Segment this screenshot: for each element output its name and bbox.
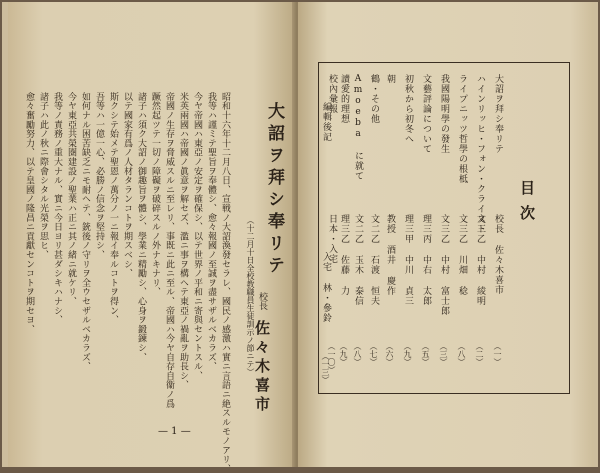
book-spread xyxy=(2,2,598,473)
author-label: 校長 xyxy=(257,292,267,310)
body-line: 我等ノ責務ノ重大ナル、實ニ今日ヨリ甚ダシキハナシ、 xyxy=(52,92,62,325)
toc-entry-page: （二） xyxy=(475,342,484,366)
body-line: 斯クシテ始メテ聖恩ノ萬分ノ一ニ報イ奉ルコトヲ得ン、 xyxy=(108,92,118,325)
toc-entry-author: 日本・入宅 xyxy=(327,214,337,264)
toc-entry-title: 校內彙報 xyxy=(327,74,337,114)
toc-heading: 目次 xyxy=(518,180,536,230)
toc-entry-title: ハインリッヒ・フォン・クライスト xyxy=(475,74,485,234)
body-line: 昭和十六年十二月八日、宣戦ノ大詔渙發セラレ、國民ノ感激ハ實ニ言語ニ絶スルモノアリ、 xyxy=(220,92,230,473)
author-name: 佐々木喜市 xyxy=(253,320,271,415)
body-line: 今ヤ東亞共榮圏建設ノ聖業ハ正ニ其ノ緒ニ就ケリ、 xyxy=(66,92,76,306)
toc-entry-author: 理三乙 佐藤 力 xyxy=(339,214,349,296)
toc-entry-title: Amoeba に就て xyxy=(353,74,363,181)
toc-entry-page: （九） xyxy=(339,342,348,366)
body-line: 今ヤ帝國ハ東亞ノ安定ヲ確保シ、以テ世界ノ平和ニ寄與セントスル、 xyxy=(192,92,202,381)
article-title: 大詔ヲ拜シ奉リテ xyxy=(264,102,284,278)
toc-entry-title: ライプニッツ哲學の根柢 xyxy=(457,74,467,184)
body-line: 帝國ノ生存ヲ脅威スルニ至レリ、事既ニ此ニ至ル、帝國ハ今ヤ自存自衞ノ爲 xyxy=(164,92,174,409)
body-line: 米英兩國ハ帝國ノ眞意ヲ解セズ、濫ニ事ヲ構ヘテ東亞ノ禍亂ヲ助長シ、 xyxy=(178,92,188,390)
toc-entry-author: 文二乙 玉木 泰信 xyxy=(353,214,363,306)
toc-entry-page: （七） xyxy=(369,342,378,366)
toc-entry-author: 理三甲 中川 貞三 xyxy=(403,214,413,306)
body-line: 諸子ハ此ノ秋ニ際會シタル光榮ヲ思ヒ、 xyxy=(38,92,48,260)
toc-entry-page: （九） xyxy=(403,342,412,366)
toc-entry-title: 朝 xyxy=(385,74,395,84)
body-line: 愈々奮勵努力、以テ皇國ノ隆昌ニ貢獻センコトヲ期セヨ、 xyxy=(24,92,34,334)
toc-entry-author: 校長 佐々木喜市 xyxy=(493,214,503,295)
body-line: 吾等ハ一億一心、必勝ノ信念ヲ堅持シ、 xyxy=(94,92,104,260)
article-subtitle: （十二月十日全校教職員生徒訓示ノ節ニテ） xyxy=(246,216,255,376)
toc-entry-title: 讀愛的理想 xyxy=(339,74,349,124)
toc-entry-author: 文三乙 中村 綾明 xyxy=(475,214,485,306)
toc-entry-author: 理三丙 中右 太郎 xyxy=(421,214,431,306)
toc-entry-page: （八） xyxy=(457,342,466,366)
body-line: 諸子ハ須ク大詔ノ御趣旨ヲ體シ、學業ニ精勵シ、心身ヲ鍛錬シ、 xyxy=(136,92,146,362)
toc-entry-title: 鶴・その他 xyxy=(369,74,379,124)
left-page xyxy=(8,2,297,473)
toc-entry-page: （一三） xyxy=(321,352,330,384)
toc-entry-title: 編輯後記 xyxy=(321,102,331,142)
toc-entry-author: 教授 酒井 慶作 xyxy=(385,214,395,296)
page-number: — 1 — xyxy=(158,426,191,437)
toc-entry-author: 文三乙 中村 富士郎 xyxy=(439,214,449,316)
toc-entry-page: （一〇） xyxy=(327,342,336,374)
body-line: 蹶然起ツテ一切ノ障礙ヲ破碎スルノ外ナキナリ、 xyxy=(150,92,160,297)
toc-entry-page: （五） xyxy=(421,342,430,366)
body-line: 我等ハ謹ミテ聖旨ヲ奉體シ、愈々報國ノ至誠ヲ盡サザルベカラズ、 xyxy=(206,92,216,371)
toc-entry-page: （八） xyxy=(353,342,362,366)
body-line: 如何ナル困苦缺乏ニモ耐ヘテ、銃後ノ守リヲ全ウセザルベカラズ、 xyxy=(80,92,90,371)
toc-entry-author: 文二乙 石渡 恒夫 xyxy=(369,214,379,306)
toc-entry-page: （一） xyxy=(493,342,502,366)
toc-entry-title: 文藝評論について xyxy=(421,74,431,154)
toc-entry-author: 入宅 林・參鈴 xyxy=(321,252,331,323)
toc-entry-author: 文三乙 川畑 稔 xyxy=(457,214,467,296)
toc-entry-title: 我國陽明學の發生 xyxy=(439,74,449,154)
toc-entry-title: 大詔ヲ拜シ奉リテ xyxy=(493,74,503,154)
toc-entry-title: 初秋から初冬へ xyxy=(403,74,413,144)
toc-entry-page: （三） xyxy=(439,342,448,366)
toc-entry-page: （六） xyxy=(385,342,394,366)
body-line: 以テ國家有爲ノ人材タランコトヲ期スベシ、 xyxy=(122,92,132,278)
